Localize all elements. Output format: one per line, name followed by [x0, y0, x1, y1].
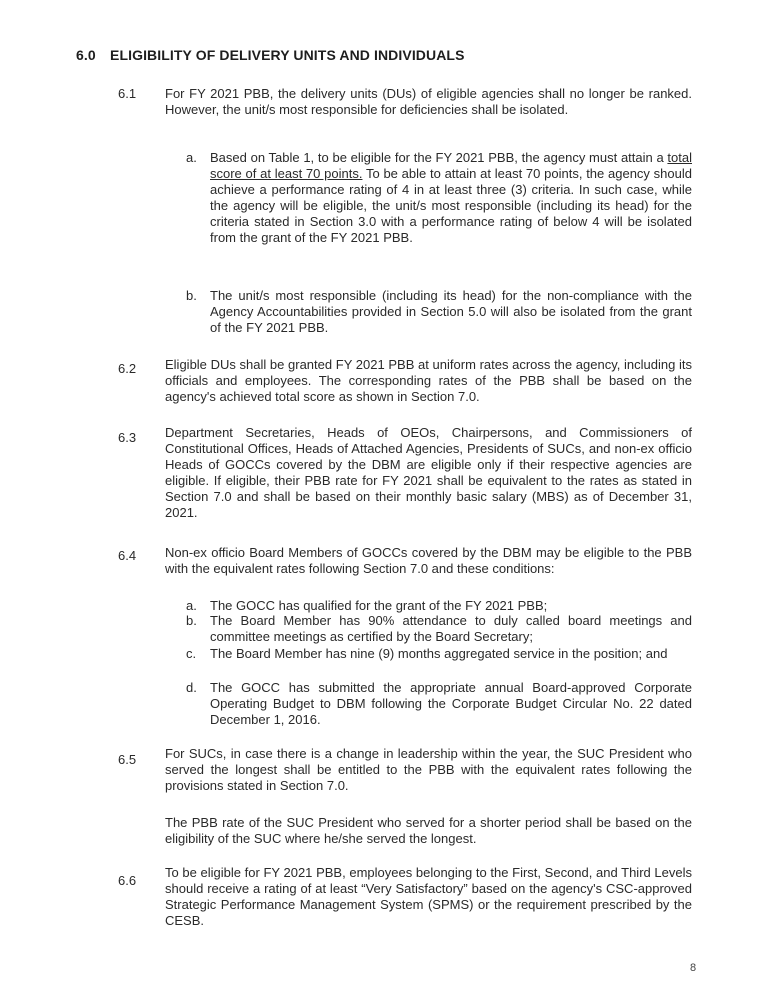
clause-number-6-1: 6.1 — [118, 86, 137, 101]
section-number: 6.0 — [76, 47, 96, 63]
clause-6-5-text-2: The PBB rate of the SUC President who served for a shorter period shall be based on the eligibility of the SUC where he/she served the longest. — [165, 815, 692, 846]
clause-number-6-6: 6.6 — [118, 873, 137, 888]
clause-6-1-item-a — [186, 150, 692, 246]
item-text: Based on Table 1, to be eligible for the FY 2021 PBB, the agency must attain a total score of at least 70 points. To be able to attain at least 70 points, the agency should achieve a performance rating of 4 in at least three (3) criteria. In such case, while the agency will be eligible, the unit/s most responsible (including its head) for the criteria stated in Section 3.0 with a performance rating of below 4 will be isolated from the grant of the FY 2021 PBB. — [210, 150, 692, 245]
clause-6-6-text: To be eligible for FY 2021 PBB, employees belonging to the First, Second, and Third Levels should receive a rating of at least “Very Satisfactory” based on the agency's CSC-approved Strategic Performance Management System (SPMS) or the requirement prescribed by the CESB. — [165, 865, 692, 928]
item-text: The GOCC has submitted the appropriate annual Board-approved Corporate Operating Budget to DBM following the Corporate Budget Circular No. 22 dated December 1, 2016. — [210, 680, 692, 727]
item-text: The GOCC has qualified for the grant of the FY 2021 PBB; — [210, 598, 548, 613]
clause-number-6-4: 6.4 — [118, 548, 137, 563]
clause-number-6-5: 6.5 — [118, 752, 137, 767]
clause-6-5-text: For SUCs, in case there is a change in leadership within the year, the SUC President who served the longest shall be entitled to the PBB with the equivalent rates following the provisions stated in Section 7.0. — [165, 746, 692, 793]
item-text: The Board Member has nine (9) months aggregated service in the position; and — [210, 646, 668, 661]
clause-6-2-text: Eligible DUs shall be granted FY 2021 PBB at uniform rates across the agency, including its officials and employees. The corresponding rates of the PBB shall be based on the agency's achieved total score as shown in Section 7.0. — [165, 357, 692, 404]
section-heading — [76, 47, 465, 63]
item-letter: c. — [186, 646, 197, 661]
clause-6-4-item-a — [186, 598, 692, 614]
item-text: The Board Member has 90% attendance to duly called board meetings and committee meetings as certified by the Board Secretary; — [210, 613, 692, 644]
clause-number-6-3: 6.3 — [118, 430, 137, 445]
clause-6-4-item-c — [186, 646, 692, 662]
item-letter: d. — [186, 680, 197, 695]
clause-6-3-text: Department Secretaries, Heads of OEOs, Chairpersons, and Commissioners of Constitutional Offices, Heads of Attached Agencies, Presidents of SUCs, and non-ex officio Heads of GOCCs covered by the DBM are eligible only if their respective agencies are eligible. If eligible, their PBB rate for FY 2021 shall be equivalent to the rates as stated in Section 7.0 and shall be based on their monthly basic salary (MBS) as of December 31, 2021. — [165, 425, 692, 520]
item-letter: b. — [186, 288, 197, 303]
clause-6-4-item-b — [186, 613, 692, 645]
page-number: 8 — [690, 962, 697, 974]
section-title: ELIGIBILITY OF DELIVERY UNITS AND INDIVIDUALS — [110, 47, 465, 63]
item-letter: a. — [186, 150, 197, 165]
clause-6-1-item-b — [186, 288, 692, 336]
item-letter: a. — [186, 598, 197, 613]
underlined-phrase: total score of at least 70 points. — [210, 150, 692, 181]
clause-6-4-text: Non-ex officio Board Members of GOCCs covered by the DBM may be eligible to the PBB with the equivalent rates following Section 7.0 and these conditions: — [165, 545, 692, 576]
clause-6-1-text: For FY 2021 PBB, the delivery units (DUs) of eligible agencies shall no longer be ranked. However, the unit/s most responsible for deficiencies shall be isolated. — [165, 86, 692, 117]
item-text: The unit/s most responsible (including its head) for the non-compliance with the Agency Accountabilities provided in Section 5.0 will also be isolated from the grant of the FY 2021 PBB. — [210, 288, 692, 335]
clause-6-4-item-d — [186, 680, 692, 728]
item-letter: b. — [186, 613, 197, 628]
clause-number-6-2: 6.2 — [118, 361, 137, 376]
